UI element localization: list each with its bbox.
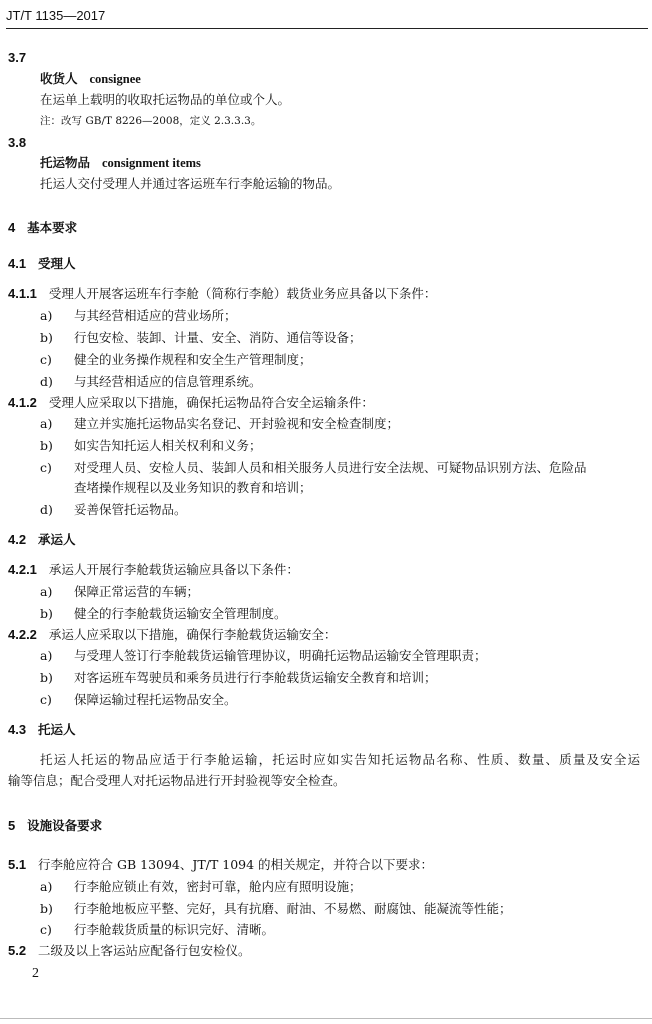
section-number: 4.2	[8, 532, 27, 547]
list-item: a) 保障正常运营的车辆；	[40, 584, 200, 599]
section-heading-4-3	[8, 722, 76, 738]
clause-number: 4.1.1	[8, 286, 37, 301]
term-chinese: 托运物品	[40, 155, 91, 170]
list-item: b) 对客运班车驾驶员和乘务员进行行李舱载货运输安全教育和培训；	[40, 670, 437, 685]
clause-4-2-1	[8, 562, 299, 578]
chapter-title: 基本要求	[27, 220, 78, 235]
clause-text: 承运人应采取以下措施，确保行李舱载货运输安全：	[48, 627, 337, 642]
section-title: 受理人	[38, 256, 76, 271]
chapter-number: 4	[8, 220, 16, 235]
clause-number: 5.2	[8, 943, 27, 958]
list-item: c) 对受理人员、安检人员、装卸人员和相关服务人员进行安全法规、可疑物品识别方法、危险品	[40, 460, 587, 475]
section-title: 承运人	[38, 532, 76, 547]
page-number: 2	[32, 966, 39, 981]
term-entry-3-8	[40, 155, 201, 171]
clause-number: 4.1.2	[8, 395, 37, 410]
section-number: 4.3	[8, 722, 27, 737]
term-english: consignment items	[101, 156, 201, 170]
clause-text: 行李舱应符合 GB 13094、JT/T 1094 的相关规定，并符合以下要求：	[38, 857, 434, 872]
list-item: b) 如实告知托运人相关权利和义务；	[40, 438, 262, 453]
clause-number: 4.2.1	[8, 562, 37, 577]
clause-text: 承运人开展行李舱载货运输应具备以下条件：	[48, 562, 299, 577]
clause-4-1-2	[8, 395, 374, 411]
list-item: a) 建立并实施托运物品实名登记、开封验视和安全检查制度；	[40, 416, 400, 431]
clause-number: 4.2.2	[8, 627, 37, 642]
list-item: c) 健全的业务操作规程和安全生产管理制度；	[40, 352, 312, 367]
clause-text: 受理人开展客运班车行李舱（简称行李舱）载货业务应具备以下条件：	[48, 286, 437, 301]
list-item: b) 行包安检、装卸、计量、安全、消防、通信等设备；	[40, 330, 362, 345]
paragraph-line: 托运人托运的物品应适于行李舱运输，托运时应如实告知托运物品名称、性质、数量、质量及安全运	[40, 752, 640, 767]
list-item: b) 健全的行李舱载货运输安全管理制度。	[40, 606, 287, 621]
section-title: 托运人	[38, 722, 76, 737]
list-item: a) 行李舱应锁止有效，密封可靠，舱内应有照明设施；	[40, 879, 362, 894]
chapter-number: 5	[8, 818, 16, 833]
section-number: 4.1	[8, 256, 27, 271]
term-definition-3-8: 托运人交付受理人并通过客运班车行李舱运输的物品。	[40, 176, 341, 191]
chapter-heading-4	[8, 220, 77, 236]
section-heading-4-2	[8, 532, 76, 548]
clause-text: 受理人应采取以下措施，确保托运物品符合安全运输条件：	[48, 395, 374, 410]
list-item-continuation: 查堵操作规程以及业务知识的教育和培训；	[74, 480, 312, 495]
list-item: b) 行李舱地板应平整、完好，具有抗磨、耐油、不易燃、耐腐蚀、能凝流等性能；	[40, 901, 512, 916]
list-item: a) 与其经营相适应的营业场所；	[40, 308, 237, 323]
list-item: c) 行李舱载货质量的标识完好、清晰。	[40, 922, 275, 937]
clause-number: 5.1	[8, 857, 27, 872]
clause-number-3-8: 3.8	[8, 135, 27, 150]
section-heading-4-1	[8, 256, 76, 272]
list-item: c) 保障运输过程托运物品安全。	[40, 692, 237, 707]
chapter-title: 设施设备要求	[27, 818, 103, 833]
term-entry-3-7	[40, 71, 141, 87]
clause-number-3-7: 3.7	[8, 50, 27, 65]
list-item: a) 与受理人签订行李舱载货运输管理协议，明确托运物品运输安全管理职责；	[40, 648, 487, 663]
header-divider	[6, 28, 648, 29]
clause-text: 二级及以上客运站应配备行包安检仪。	[38, 943, 251, 958]
term-definition-3-7: 在运单上载明的收取托运物品的单位或个人。	[40, 92, 291, 107]
list-item: d) 与其经营相适应的信息管理系统。	[40, 374, 262, 389]
standard-code-header: JT/T 1135—2017	[6, 8, 106, 23]
list-item: d) 妥善保管托运物品。	[40, 502, 187, 517]
term-note-3-7: 注：改写 GB/T 8226—2008，定义 2.3.3.3。	[40, 115, 262, 127]
paragraph-line: 输等信息；配合受理人对托运物品进行开封验视等安全检查。	[8, 773, 346, 788]
page-bottom-edge	[0, 1018, 652, 1019]
clause-4-1-1	[8, 286, 436, 302]
clause-4-2-2	[8, 627, 336, 643]
term-english: consignee	[89, 72, 141, 86]
term-chinese: 收货人	[40, 71, 78, 86]
clause-5-2	[8, 943, 251, 959]
clause-5-1	[8, 857, 433, 873]
chapter-heading-5	[8, 818, 102, 834]
